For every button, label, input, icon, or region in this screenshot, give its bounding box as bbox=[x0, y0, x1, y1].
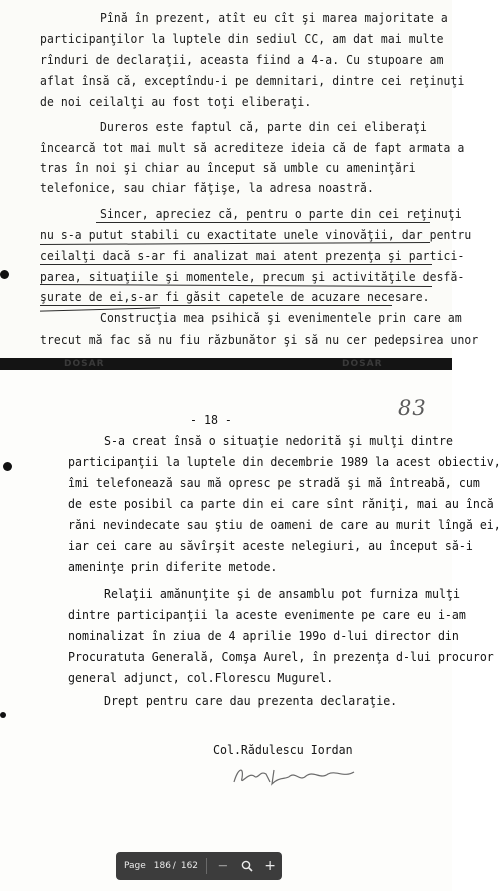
signatory-name: Col.Rădulescu Iordan bbox=[213, 742, 353, 758]
punch-hole bbox=[3, 462, 12, 471]
page-bottom-line-9: dintre participanţii la aceste evenimente pe care eu i-am bbox=[68, 607, 466, 623]
minus-icon: — bbox=[218, 861, 228, 871]
page-top-line-15: Construcţia mea psihică şi evenimentele prin care am bbox=[100, 310, 462, 326]
pdf-page-toolbar bbox=[116, 852, 282, 880]
page-bottom-line-3: îmi telefonează sau mă opresc pe stradă şi mă întreabă, cum bbox=[68, 475, 480, 491]
zoom-in-button[interactable] bbox=[258, 854, 282, 878]
pen-underline bbox=[40, 242, 430, 245]
zoom-out-button[interactable] bbox=[211, 854, 235, 878]
folio-number: 83 bbox=[398, 396, 427, 420]
page-bottom-line-6: iar cei care au săvîrşit aceste nelegiuri, au început să-i bbox=[68, 538, 473, 554]
page-bottom-line-10: nominalizat în ziua de 4 aprilie 199o d-lui director din bbox=[68, 628, 459, 644]
page-bottom-line-12: general adjunct, col.Florescu Mugurel. bbox=[68, 670, 334, 686]
pen-underline bbox=[40, 284, 432, 287]
page-bottom-line-8: Relaţii amănunţite şi de ansamblu pot furniza mulţi bbox=[104, 586, 460, 602]
page-top-line-4: aflat însă că, exceptîndu-i pe demnitari, dintre cei reţinuţi bbox=[40, 73, 465, 89]
page-top-line-1: Pînă în prezent, atît eu cît şi marea majoritate a bbox=[100, 10, 448, 26]
plus-icon: + bbox=[264, 858, 277, 874]
pen-underline bbox=[40, 264, 432, 265]
page-top-line-14: şurate de ei,s-ar fi găsit capetele de acuzare necesare. bbox=[40, 289, 430, 305]
page-top-line-2: participanţilor la luptele din sediul CC, am dat mai multe bbox=[40, 31, 444, 47]
total-pages: 162 bbox=[180, 861, 199, 871]
page-bottom-line-2: participanţii la luptele din decembrie 1989 la acest obiectiv, bbox=[68, 454, 501, 470]
pen-underline bbox=[96, 222, 430, 223]
page-top-line-16: trecut mă fac să nu fiu răzbunător şi să nu cer pedepsirea unor bbox=[40, 332, 479, 348]
current-page-input[interactable]: 186 bbox=[153, 861, 171, 871]
page-top-line-11: nu s-a putut stabili cu exactitate unele vinovăţii, dar pentru bbox=[40, 227, 472, 243]
page-top-line-9: telefonice, sau chiar făţişe, la adresa noastră. bbox=[40, 180, 374, 196]
page-bottom-line-5: răni nevindecate sau ştiu de oameni de care au murit lîngă ei, bbox=[68, 517, 501, 533]
seam-label: DOSAR bbox=[64, 359, 105, 369]
page-bottom-line-13: Drept pentru care dau prezenta declaraţie. bbox=[104, 693, 398, 709]
toolbar-divider bbox=[206, 858, 207, 874]
page-top-line-12: ceilalţi dacă s-ar fi analizat mai atent prezenţa şi partici- bbox=[40, 248, 465, 264]
punch-hole bbox=[0, 270, 9, 279]
page-top-line-8: tras în noi şi chiar au început să umble cu ameninţări bbox=[40, 160, 416, 176]
page-bottom-line-1: S-a creat însă o situaţie nedorită şi mulţi dintre bbox=[104, 433, 454, 449]
zoom-button[interactable] bbox=[235, 854, 259, 878]
page-bottom-line-7: ameninţe prin diferite metode. bbox=[68, 559, 278, 575]
page-top-line-7: încearcă tot mai mult să acrediteze ideia că de fapt armata a bbox=[40, 140, 465, 156]
page-top-line-13: parea, situaţiile şi momentele, precum şi activităţile desfă- bbox=[40, 269, 465, 285]
punch-hole bbox=[0, 712, 6, 718]
page-number-marker: - 18 - bbox=[190, 412, 232, 428]
page-top-line-5: de noi ceilalţi au fost toţi eliberaţi. bbox=[40, 94, 312, 110]
page-bottom-line-4: de este posibil ca parte din ei care sînt răniţi, mai au încă bbox=[68, 496, 494, 512]
page-separator: / bbox=[172, 861, 176, 871]
pen-underline bbox=[40, 305, 392, 306]
page-top-line-6: Dureros este faptul că, parte din cei eliberaţi bbox=[100, 119, 428, 135]
page-label: Page bbox=[124, 861, 146, 871]
page-seam bbox=[0, 358, 452, 370]
handwritten-signature bbox=[230, 764, 360, 788]
scan-page-top bbox=[0, 0, 479, 358]
seam-label: DOSAR bbox=[342, 359, 383, 369]
page-top-line-10: Sincer, apreciez că, pentru o parte din cei reţinuţi bbox=[100, 206, 462, 222]
magnifier-icon bbox=[241, 860, 253, 872]
scan-page-bottom bbox=[0, 370, 501, 891]
page-top-line-3: rînduri de declaraţii, aceasta fiind a 4-a. Cu stupoare am bbox=[40, 52, 444, 68]
page-bottom-line-11: Procuratuta Generală, Comşa Aurel, în prezenţa d-lui procuror bbox=[68, 649, 494, 665]
